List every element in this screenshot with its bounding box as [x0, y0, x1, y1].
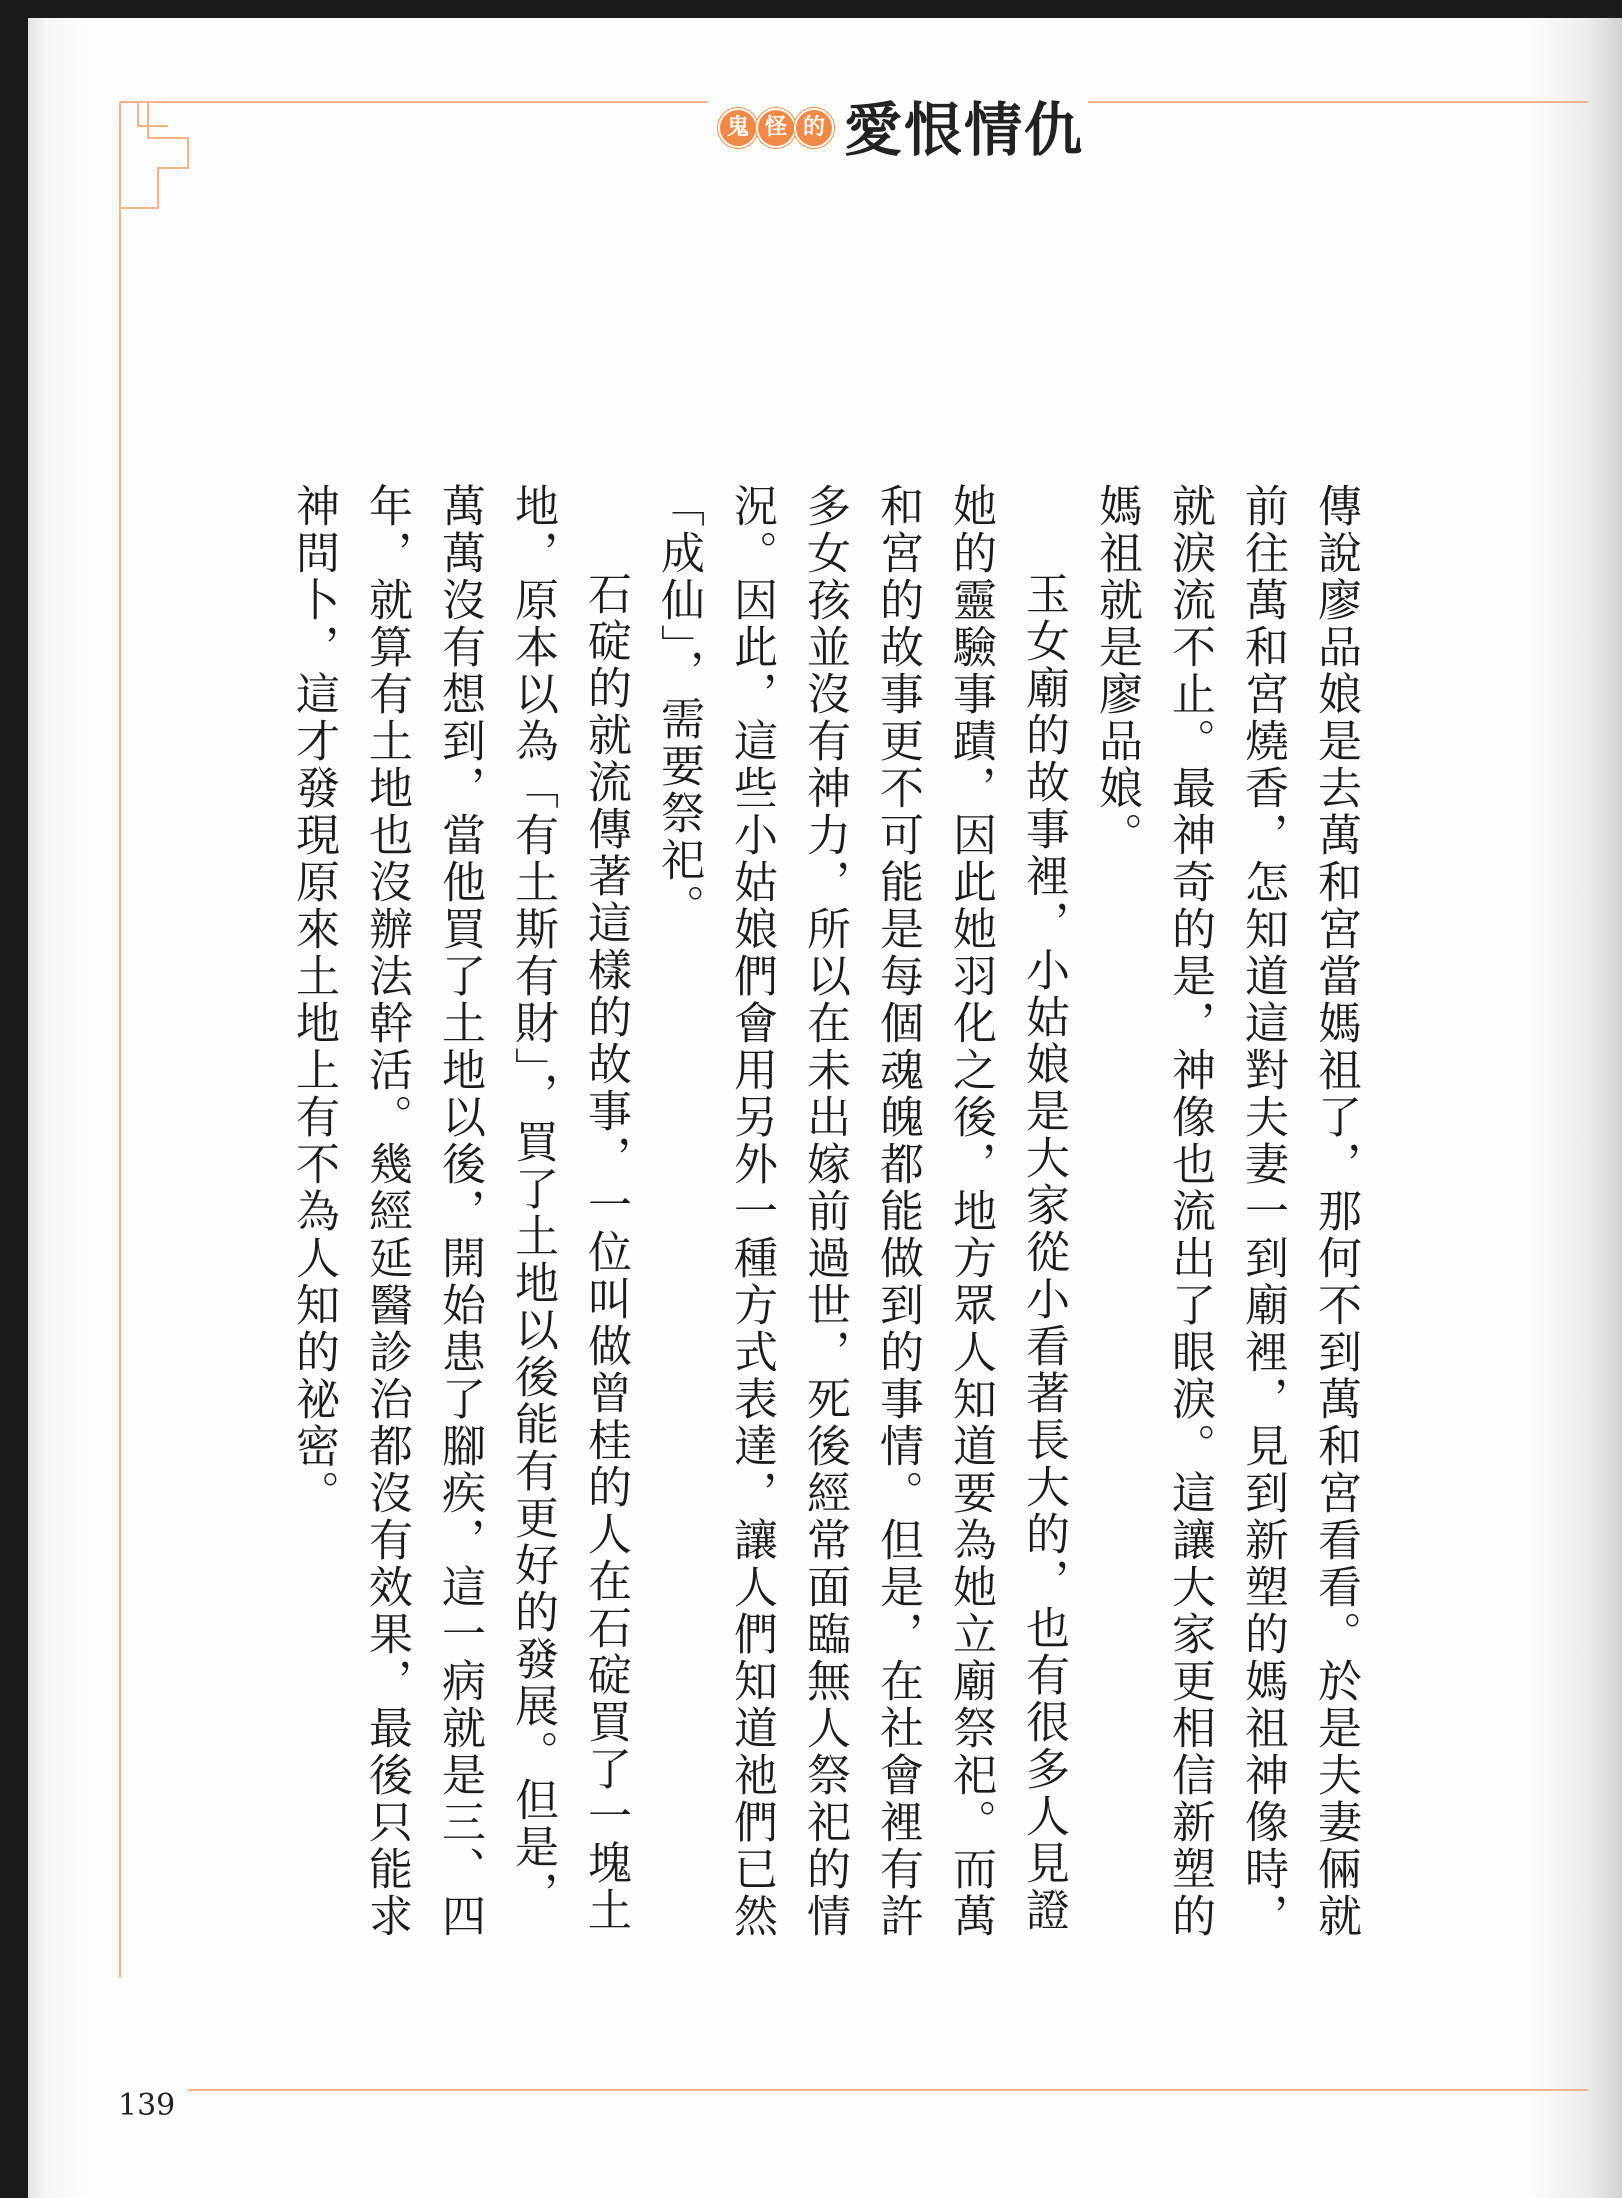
paragraph-1: 傳說廖品娘是去萬和宮當媽祖了，那何不到萬和宮看看。於是夫妻倆就前往萬和宮燒香，怎知道這對夫妻一到廟裡，見到新塑的媽祖神像時，就淚流不止。最神奇的是，神像也流出了眼淚。這讓大家更相信新塑的媽祖就是廖品娘。 — [1091, 483, 1361, 1940]
header-badge-1: 鬼 — [718, 108, 758, 148]
header-badge-3: 的 — [794, 108, 834, 148]
paragraph-3: 石碇的就流傳著這樣的故事，一位叫做曾桂的人在石碇買了一塊土地，原本以為「有土斯有財」，買了土地以後能有更好的發展。但是，萬萬沒有想到，當他買了土地以後，開始患了腳疾，這一病就是三、四年，就算有土地也沒辦法幹活。幾經延醫診治都沒有效果，最後只能求神問卜，這才發現原來土地上有不為人知的祕密。 — [288, 483, 631, 1940]
book-page — [28, 18, 1622, 2198]
header-badges — [718, 108, 832, 148]
header-title: 愛恨情仇 — [844, 96, 1085, 164]
paragraph-2: 玉女廟的故事裡，小姑娘是大家從小看著長大的，也有很多人見證她的靈驗事蹟，因此她羽化之後，地方眾人知道要為她立廟祭祀。而萬和宮的故事更不可能是每個魂魄都能做到的事情。但是，在社會裡有許多女孩並沒有神力，所以在未出嫁前過世，死後經常面臨無人祭祀的情況。因此，這些小姑娘們會用另外一種方式表達，讓人們知道祂們已然「成仙」，需要祭祀。 — [653, 483, 1069, 1940]
header-badge-2: 怪 — [756, 108, 796, 148]
vertical-text-body — [277, 483, 1372, 1953]
running-header — [718, 80, 1084, 170]
page-number: 139 — [118, 2088, 176, 2123]
